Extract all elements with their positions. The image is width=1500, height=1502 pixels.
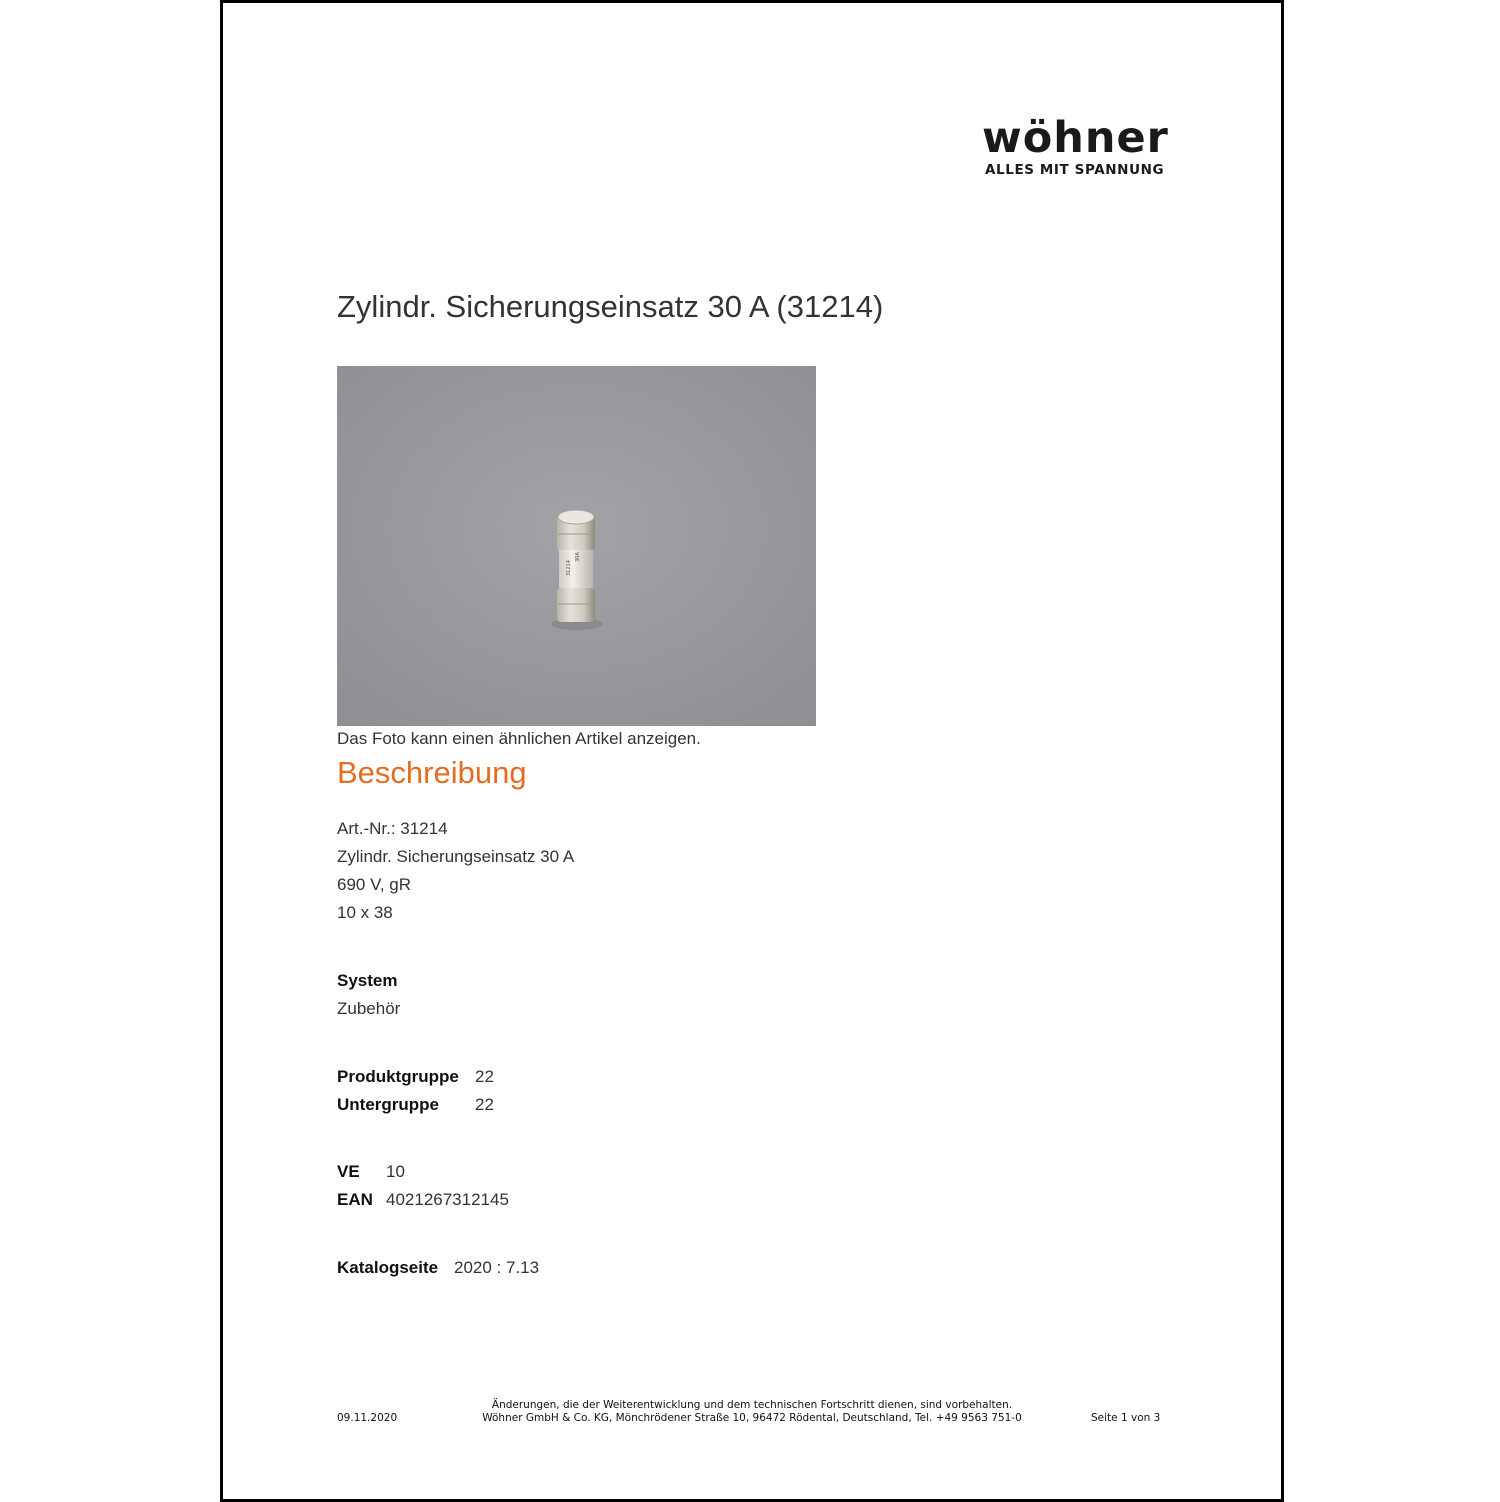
product-photo [337, 366, 816, 726]
footer-date: 09.11.2020 [337, 1412, 398, 1424]
ean-label: EAN [337, 1190, 373, 1209]
brand-tagline: ALLES MIT SPANNUNG [985, 162, 1165, 178]
ean-value: 4021267312145 [386, 1190, 509, 1209]
system-label: System [337, 971, 398, 990]
datasheet-page [220, 0, 1284, 1502]
photo-caption: Das Foto kann einen ähnlichen Artikel anzeigen. [337, 729, 701, 748]
system-value: Zubehör [337, 999, 401, 1018]
description-lines [337, 815, 574, 927]
produktgruppe-value: 22 [475, 1067, 494, 1086]
description-line: 10 x 38 [337, 903, 393, 922]
footer-page-number: Seite 1 von 3 [1091, 1412, 1161, 1424]
description-line: Zylindr. Sicherungseinsatz 30 A [337, 847, 575, 866]
katalogseite-value: 2020 : 7.13 [454, 1258, 540, 1277]
description-line: 690 V, gR [337, 875, 412, 894]
ve-label: VE [337, 1162, 360, 1181]
untergruppe-value: 22 [475, 1095, 494, 1114]
katalogseite-label: Katalogseite [337, 1258, 439, 1277]
produktgruppe-label: Produktgruppe [337, 1067, 459, 1086]
footer-disclaimer: Änderungen, die der Weiterentwicklung und dem technischen Fortschritt dienen, sind vorbehalten. [491, 1399, 1013, 1411]
section-heading-beschreibung: Beschreibung [337, 755, 527, 790]
product-title: Zylindr. Sicherungseinsatz 30 A (31214) [337, 289, 884, 324]
fuse-photo-image [337, 366, 816, 726]
ve-value: 10 [386, 1162, 405, 1181]
untergruppe-label: Untergruppe [337, 1095, 439, 1114]
svg-text:31214: 31214 [566, 560, 572, 576]
brand-logo-wordmark: wöhner [982, 113, 1169, 163]
svg-text:30A: 30A [575, 552, 581, 562]
footer-company: Wöhner GmbH & Co. KG, Mönchrödener Straße 10, 96472 Rödental, Deutschland, Tel. +49 9563 751-0 [482, 1412, 1022, 1424]
description-line: Art.-Nr.: 31214 [337, 819, 448, 838]
